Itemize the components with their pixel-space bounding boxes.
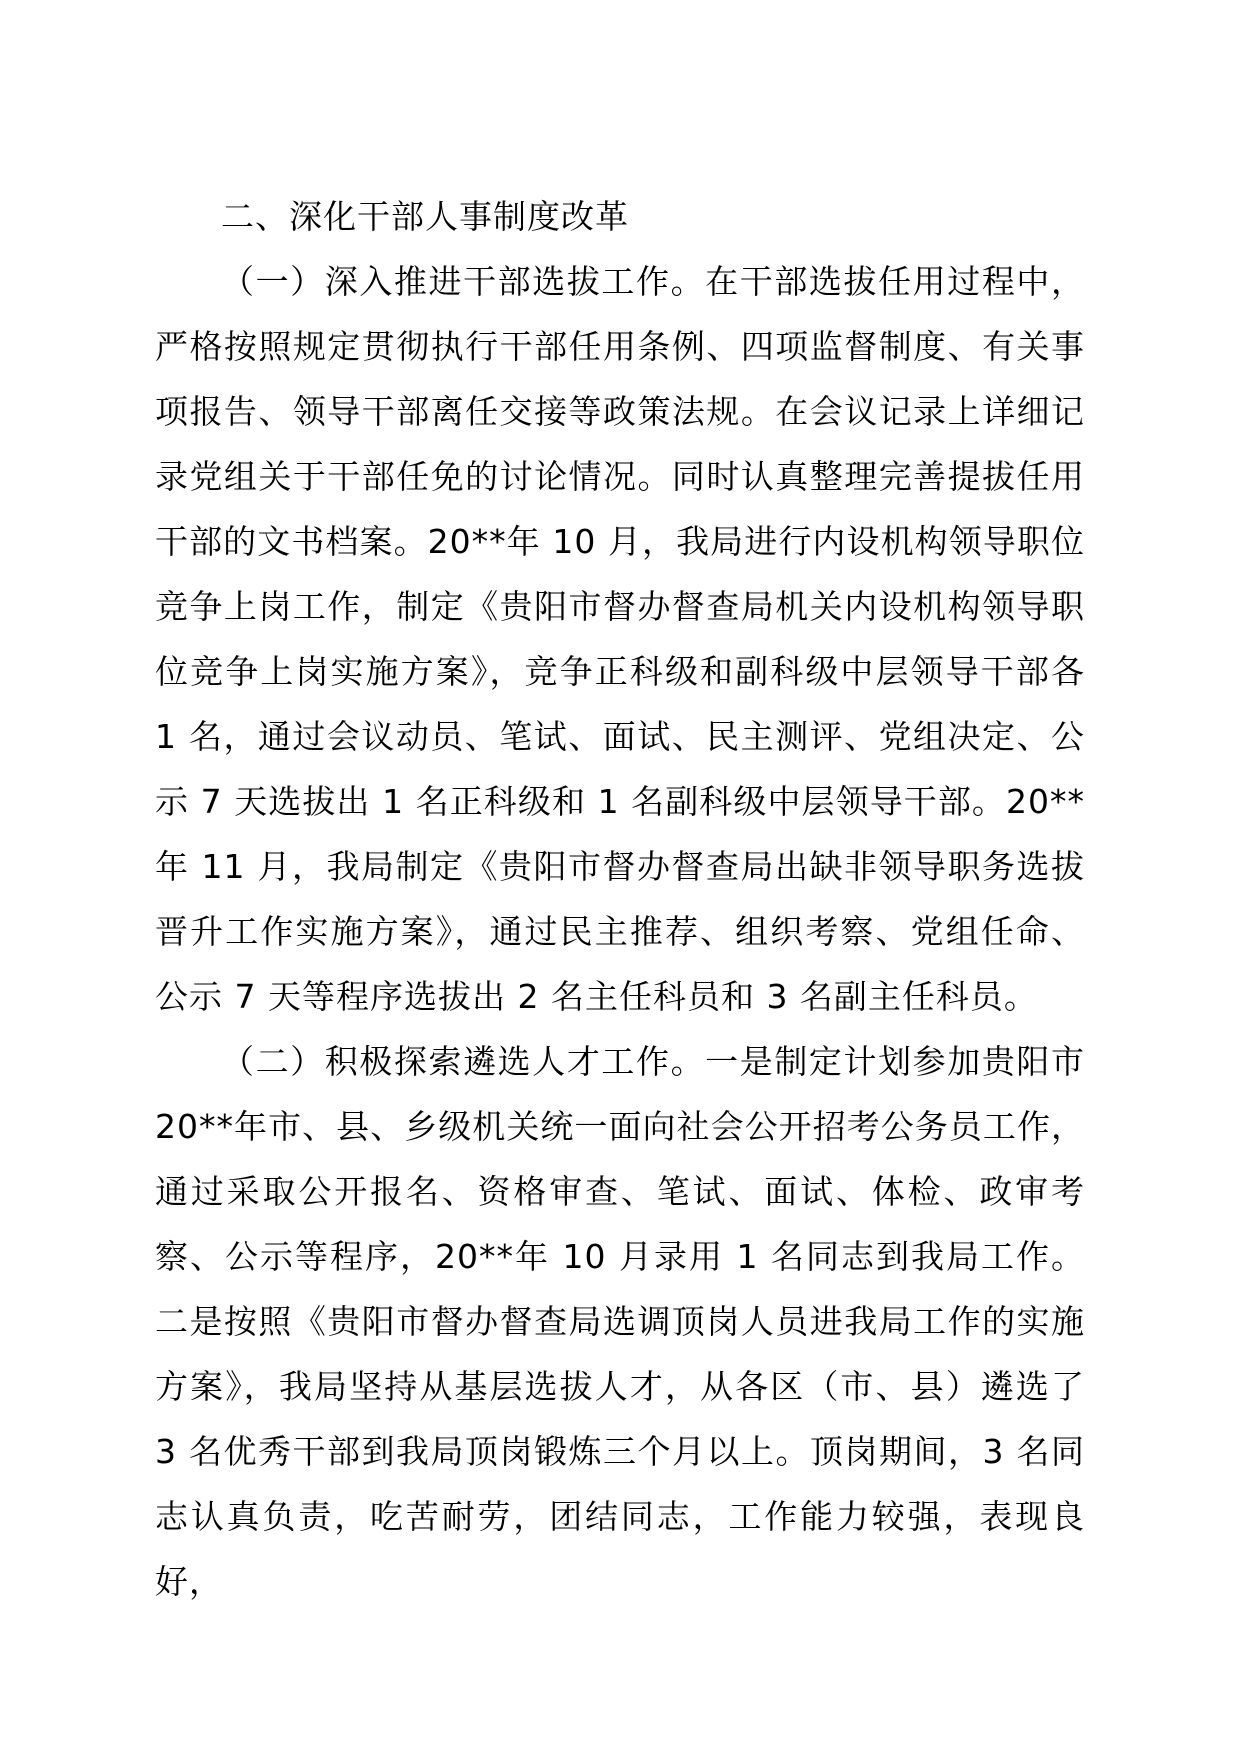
section-heading: 二、深化干部人事制度改革 [221,197,629,236]
paragraph-cadre-selection: （一）深入推进干部选拔工作。在干部选拔任用过程中，严格按照规定贯彻执行干部任用条例、四项监督制度、有关事项报告、领导干部离任交接等政策法规。在会议记录上详细记录党组关于干部任免的讨论情况。同时认真整理完善提拔任用干部的文书档案。20**年 10 月，我局进行内设机构领导职位竞争上岗工作，制定《贵阳市督办督查局机关内设机构领导职位竞争上岗实施方案》，竞争正科级和副科级中层领导干部各 1 名，通过会议动员、笔试、面试、民主测评、党组决定、公示 7 天选拔出 1 名正科级和 1 名副科级中层领导干部。20**年 11 月，我局制定《贵阳市督办督查局出缺非领导职务选拔晋升工作实施方案》，通过民主推荐、组织考察、党组任命、公示 7 天等程序选拔出 2 名主任科员和 3 名副主任科员。 [155,262,1085,1016]
paragraph-talent-recruitment: （二）积极探索遴选人才工作。一是制定计划参加贵阳市 20**年市、县、乡级机关统一面向社会公开招考公务员工作，通过采取公开报名、资格审查、笔试、面试、体检、政审考察、公示等程序，20**年 10 月录用 1 名同志到我局工作。二是按照《贵阳市督办督查局选调顶岗人员进我局工作的实施方案》，我局坚持从基层选拔人才，从各区（市、县）遴选了 3 名优秀干部到我局顶岗锻炼三个月以上。顶岗期间，3 名同志认真负责，吃苦耐劳，团结同志，工作能力较强，表现良好， [155,1042,1085,1601]
document-body [155,184,1085,1614]
